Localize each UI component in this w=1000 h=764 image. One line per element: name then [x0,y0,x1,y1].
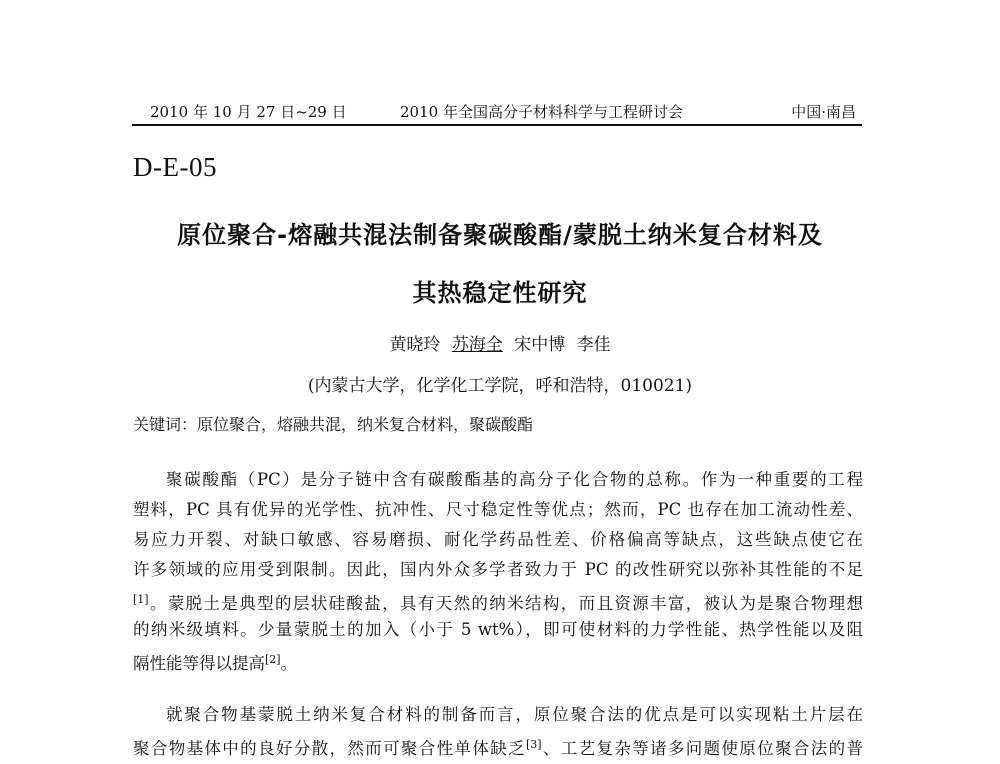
body-paragraph-1 [133,465,863,675]
paragraph-line: 易应力开裂、对缺口敏感、容易磨损、耐化学药品性差、价格偏高等缺点，这些缺点使它在 [133,530,863,549]
paragraph-line [133,645,863,675]
paper-title-line-1: 原位聚合-熔融共混法制备聚碳酸酯/蒙脱土纳米复合材料及 [177,221,823,249]
citation-marker: [2] [265,653,281,666]
corresponding-author: 苏海全 [451,335,503,355]
paragraph-line: 的纳米级填料。少量蒙脱土的加入（小于 5 wt%），即可使材料的力学性能、热学性能以及阻 [133,620,863,639]
author: 李佳 [576,335,611,355]
paragraph-line: 塑料，PC 具有优异的光学性、抗冲性、尺寸稳定性等优点；然而，PC 也存在加工流动性差、 [133,500,863,519]
running-header [132,100,862,126]
citation-marker: [3] [525,738,542,751]
paragraph-line: 就聚合物基蒙脱土纳米复合材料的制备而言，原位聚合法的优点是可以实现粘土片层在 [166,705,863,724]
body-paragraph-2 [133,700,863,760]
header-conference: 2010 年全国高分子材料科学与工程研讨会 [400,103,683,121]
paragraph-text: 聚合物基体中的良好分散，然而可聚合性单体缺乏 [133,739,526,758]
author-list [0,330,1000,355]
header-date: 2010 年 10 月 27 日~29 日 [150,103,347,121]
paragraph-line: 聚碳酸酯（PC）是分子链中含有碳酸酯基的高分子化合物的总称。作为一种重要的工程 [166,470,863,489]
header-location: 中国·南昌 [791,103,856,121]
paragraph-line [133,585,863,615]
paragraph-text: 。蒙脱土是典型的层状硅酸盐，具有天然的纳米结构，而且资源丰富，被认为是聚合物理想 [148,594,863,613]
author: 黄晓玲 [389,335,441,355]
paragraph-line: 许多领域的应用受到限制。因此，国内外众多学者致力于 PC 的改性研究以弥补其性能的不足 [133,560,863,579]
paper-title-line-2: 其热稳定性研究 [412,279,588,307]
paper-code: D-E-05 [133,152,217,182]
citation-marker: [1] [133,593,149,606]
keywords: 关键词：原位聚合，熔融共混，纳米复合材料，聚碳酸酯 [133,415,534,434]
author: 宋中博 [514,335,566,355]
paragraph-line [133,730,863,760]
paragraph-text: 、工艺复杂等诸多问题使原位聚合法的普 [541,739,864,758]
paragraph-text: 隔性能等得以提高 [133,654,265,673]
affiliation: (内蒙古大学，化学化工学院，呼和浩特，010021) [307,376,693,396]
paragraph-text: 。 [280,654,298,673]
